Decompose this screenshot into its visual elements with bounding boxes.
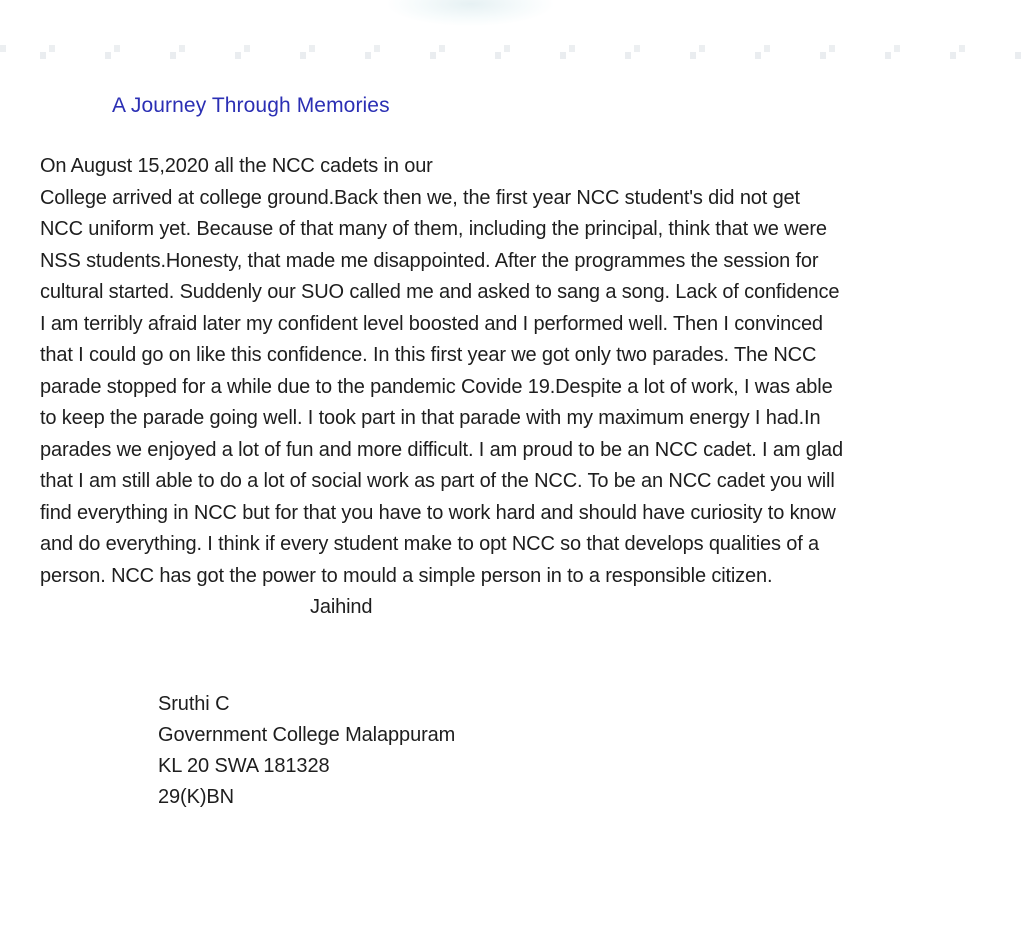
essay-line: I am terribly afraid later my confident level boosted and I performed well. Then I convinced: [40, 312, 823, 335]
essay-line: find everything in NCC but for that you have to work hard and should have curiosity to know: [40, 501, 836, 524]
essay-line: person. NCC has got the power to mould a simple person in to a responsible citizen.: [40, 564, 773, 587]
essay-line: College arrived at college ground.Back then we, the first year NCC student's did not get: [40, 186, 800, 209]
essay-line: to keep the parade going well. I took part in that parade with my maximum energy I had.In: [40, 407, 821, 429]
signature-college: Government College Malappuram: [158, 724, 456, 746]
essay-line: NCC uniform yet. Because of that many of them, including the principal, think that we were: [40, 218, 827, 240]
essay-line: On August 15,2020 all the NCC cadets in our: [40, 155, 433, 177]
signature-cadet-id: KL 20 SWA 181328: [158, 755, 330, 777]
essay-line: NSS students.Honesty, that made me disappointed. After the programmes the session for: [40, 249, 819, 272]
essay-line: and do everything. I think if every student make to opt NCC so that develops qualities of a: [40, 533, 820, 555]
signature-battalion: 29(K)BN: [158, 786, 234, 808]
essay-line: cultural started. Suddenly our SUO called me and asked to sang a song. Lack of confidence: [40, 281, 840, 303]
essay-line: that I am still able to do a lot of social work as part of the NCC. To be an NCC cadet you will: [40, 470, 835, 492]
signature-name: Sruthi C: [158, 693, 230, 715]
essay-line: parade stopped for a while due to the pandemic Covide 19.Despite a lot of work, I was able: [40, 375, 833, 398]
essay-closing-salutation: Jaihind: [310, 596, 373, 618]
scan-tick-artifacts-row: [0, 52, 1024, 59]
scan-tick-artifacts-row: [0, 45, 1024, 52]
essay-line: parades we enjoyed a lot of fun and more difficult. I am proud to be an NCC cadet. I am glad: [40, 438, 843, 461]
page-title: A Journey Through Memories: [112, 94, 390, 117]
signature-block: [158, 689, 455, 813]
essay-line: that I could go on like this confidence. In this first year we got only two parades. The NCC: [40, 344, 817, 366]
scan-smudge-artifact: [388, 0, 553, 26]
essay-body: [40, 151, 1024, 624]
